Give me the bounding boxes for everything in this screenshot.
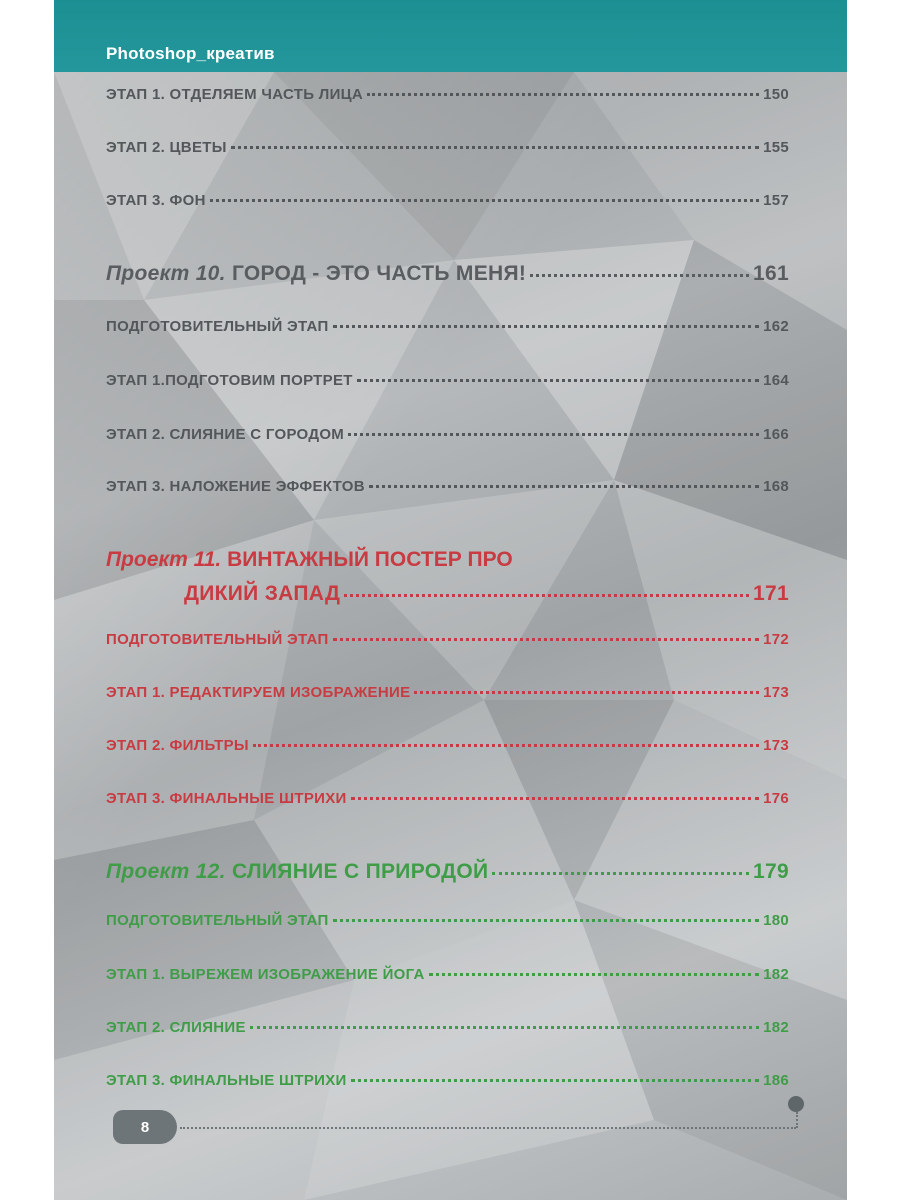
running-header-title: Photoshop_креатив: [106, 44, 275, 63]
toc-entry-page: 180: [763, 912, 789, 929]
toc-entry-page: 166: [763, 426, 789, 443]
toc-entry-label: ЭТАП 1. ОТДЕЛЯЕМ ЧАСТЬ ЛИЦА: [106, 86, 364, 103]
toc-entry: [106, 478, 789, 495]
toc-entry: [106, 372, 789, 389]
dot-leader: [367, 93, 759, 96]
page-number: 8: [140, 1118, 150, 1136]
toc-entry-label: ЭТАП 2. СЛИЯНИЕ: [106, 1019, 246, 1036]
toc-entry: [106, 86, 789, 103]
project-number: Проект 12.: [106, 860, 226, 883]
project-page: 161: [753, 262, 789, 285]
project-title: СЛИЯНИЕ С ПРИРОДОЙ: [231, 860, 489, 883]
dot-leader: [530, 274, 749, 277]
project-number: Проект 11.: [106, 548, 222, 571]
toc-project-heading-line2: [184, 582, 789, 606]
toc-entry: [106, 966, 789, 983]
toc-entry-page: 186: [763, 1072, 789, 1089]
toc-entry-label: ЭТАП 1. РЕДАКТИРУЕМ ИЗОБРАЖЕНИЕ: [106, 684, 411, 701]
toc-entry-label: ЭТАП 2. ФИЛЬТРЫ: [106, 737, 249, 754]
toc-entry-page: 182: [763, 1019, 789, 1036]
footer-dotted-stem: [796, 1112, 798, 1128]
dot-leader: [369, 485, 759, 488]
toc-entry-label: ПОДГОТОВИТЕЛЬНЫЙ ЭТАП: [106, 912, 329, 929]
dot-leader: [348, 433, 759, 436]
footer-dotted-line: [180, 1127, 796, 1129]
toc-entry-label: ЭТАП 3. ФИНАЛЬНЫЕ ШТРИХИ: [106, 1072, 347, 1089]
footer-dot-ornament: [788, 1096, 804, 1112]
toc-entry: [106, 912, 789, 929]
toc-entry: [106, 1019, 789, 1036]
dot-leader: [414, 691, 759, 694]
toc-entry-page: 172: [763, 631, 789, 648]
dot-leader: [253, 744, 759, 747]
toc-entry-page: 173: [763, 737, 789, 754]
book-page: [54, 0, 847, 1200]
toc-entry-page: 155: [763, 139, 789, 156]
project-page: 179: [753, 860, 789, 883]
toc-entry: [106, 192, 789, 209]
dot-leader: [250, 1026, 759, 1029]
dot-leader: [429, 973, 759, 976]
toc-entry: [106, 318, 789, 335]
toc-entry-page: 157: [763, 192, 789, 209]
dot-leader: [333, 638, 760, 641]
toc-entry: [106, 684, 789, 701]
page-number-badge: [113, 1110, 177, 1144]
toc-entry: [106, 139, 789, 156]
toc-entry-page: 182: [763, 966, 789, 983]
toc-project-heading-line1: [106, 548, 513, 572]
toc-entry: [106, 631, 789, 648]
dot-leader: [351, 1079, 759, 1082]
dot-leader: [333, 919, 760, 922]
project-title-line2: ДИКИЙ ЗАПАД: [184, 582, 341, 605]
dot-leader: [210, 199, 759, 202]
toc-entry-page: 162: [763, 318, 789, 335]
toc-entry-page: 168: [763, 478, 789, 495]
toc-entry-label: ЭТАП 2. ЦВЕТЫ: [106, 139, 227, 156]
toc-entry: [106, 426, 789, 443]
toc-entry-page: 176: [763, 790, 789, 807]
toc-entry-label: ЭТАП 3. ФИНАЛЬНЫЕ ШТРИХИ: [106, 790, 347, 807]
dot-leader: [231, 146, 759, 149]
toc-entry-label: ПОДГОТОВИТЕЛЬНЫЙ ЭТАП: [106, 631, 329, 648]
toc-entry-label: ЭТАП 2. СЛИЯНИЕ С ГОРОДОМ: [106, 426, 345, 443]
dot-leader: [333, 325, 760, 328]
toc-entry-label: ЭТАП 1. ВЫРЕЖЕМ ИЗОБРАЖЕНИЕ ЙОГА: [106, 966, 425, 983]
project-number: Проект 10.: [106, 262, 226, 285]
toc-project-heading: [106, 262, 789, 286]
toc-entry: [106, 737, 789, 754]
project-title: ГОРОД - ЭТО ЧАСТЬ МЕНЯ!: [231, 262, 527, 285]
toc-project-heading: [106, 860, 789, 884]
toc-entry-page: 173: [763, 684, 789, 701]
toc-entry-label: ПОДГОТОВИТЕЛЬНЫЙ ЭТАП: [106, 318, 329, 335]
dot-leader: [357, 379, 759, 382]
toc-entry: [106, 1072, 789, 1089]
project-title-line1: ВИНТАЖНЫЙ ПОСТЕР ПРО: [227, 548, 513, 571]
dot-leader: [351, 797, 759, 800]
dot-leader: [344, 594, 749, 597]
toc-entry-label: ЭТАП 1.ПОДГОТОВИМ ПОРТРЕТ: [106, 372, 353, 389]
toc-entry: [106, 790, 789, 807]
toc-entry-page: 150: [763, 86, 789, 103]
toc-entry-label: ЭТАП 3. НАЛОЖЕНИЕ ЭФФЕКТОВ: [106, 478, 365, 495]
project-page: 171: [753, 582, 789, 605]
dot-leader: [492, 872, 749, 875]
toc-entry-page: 164: [763, 372, 789, 389]
toc-entry-label: ЭТАП 3. ФОН: [106, 192, 206, 209]
